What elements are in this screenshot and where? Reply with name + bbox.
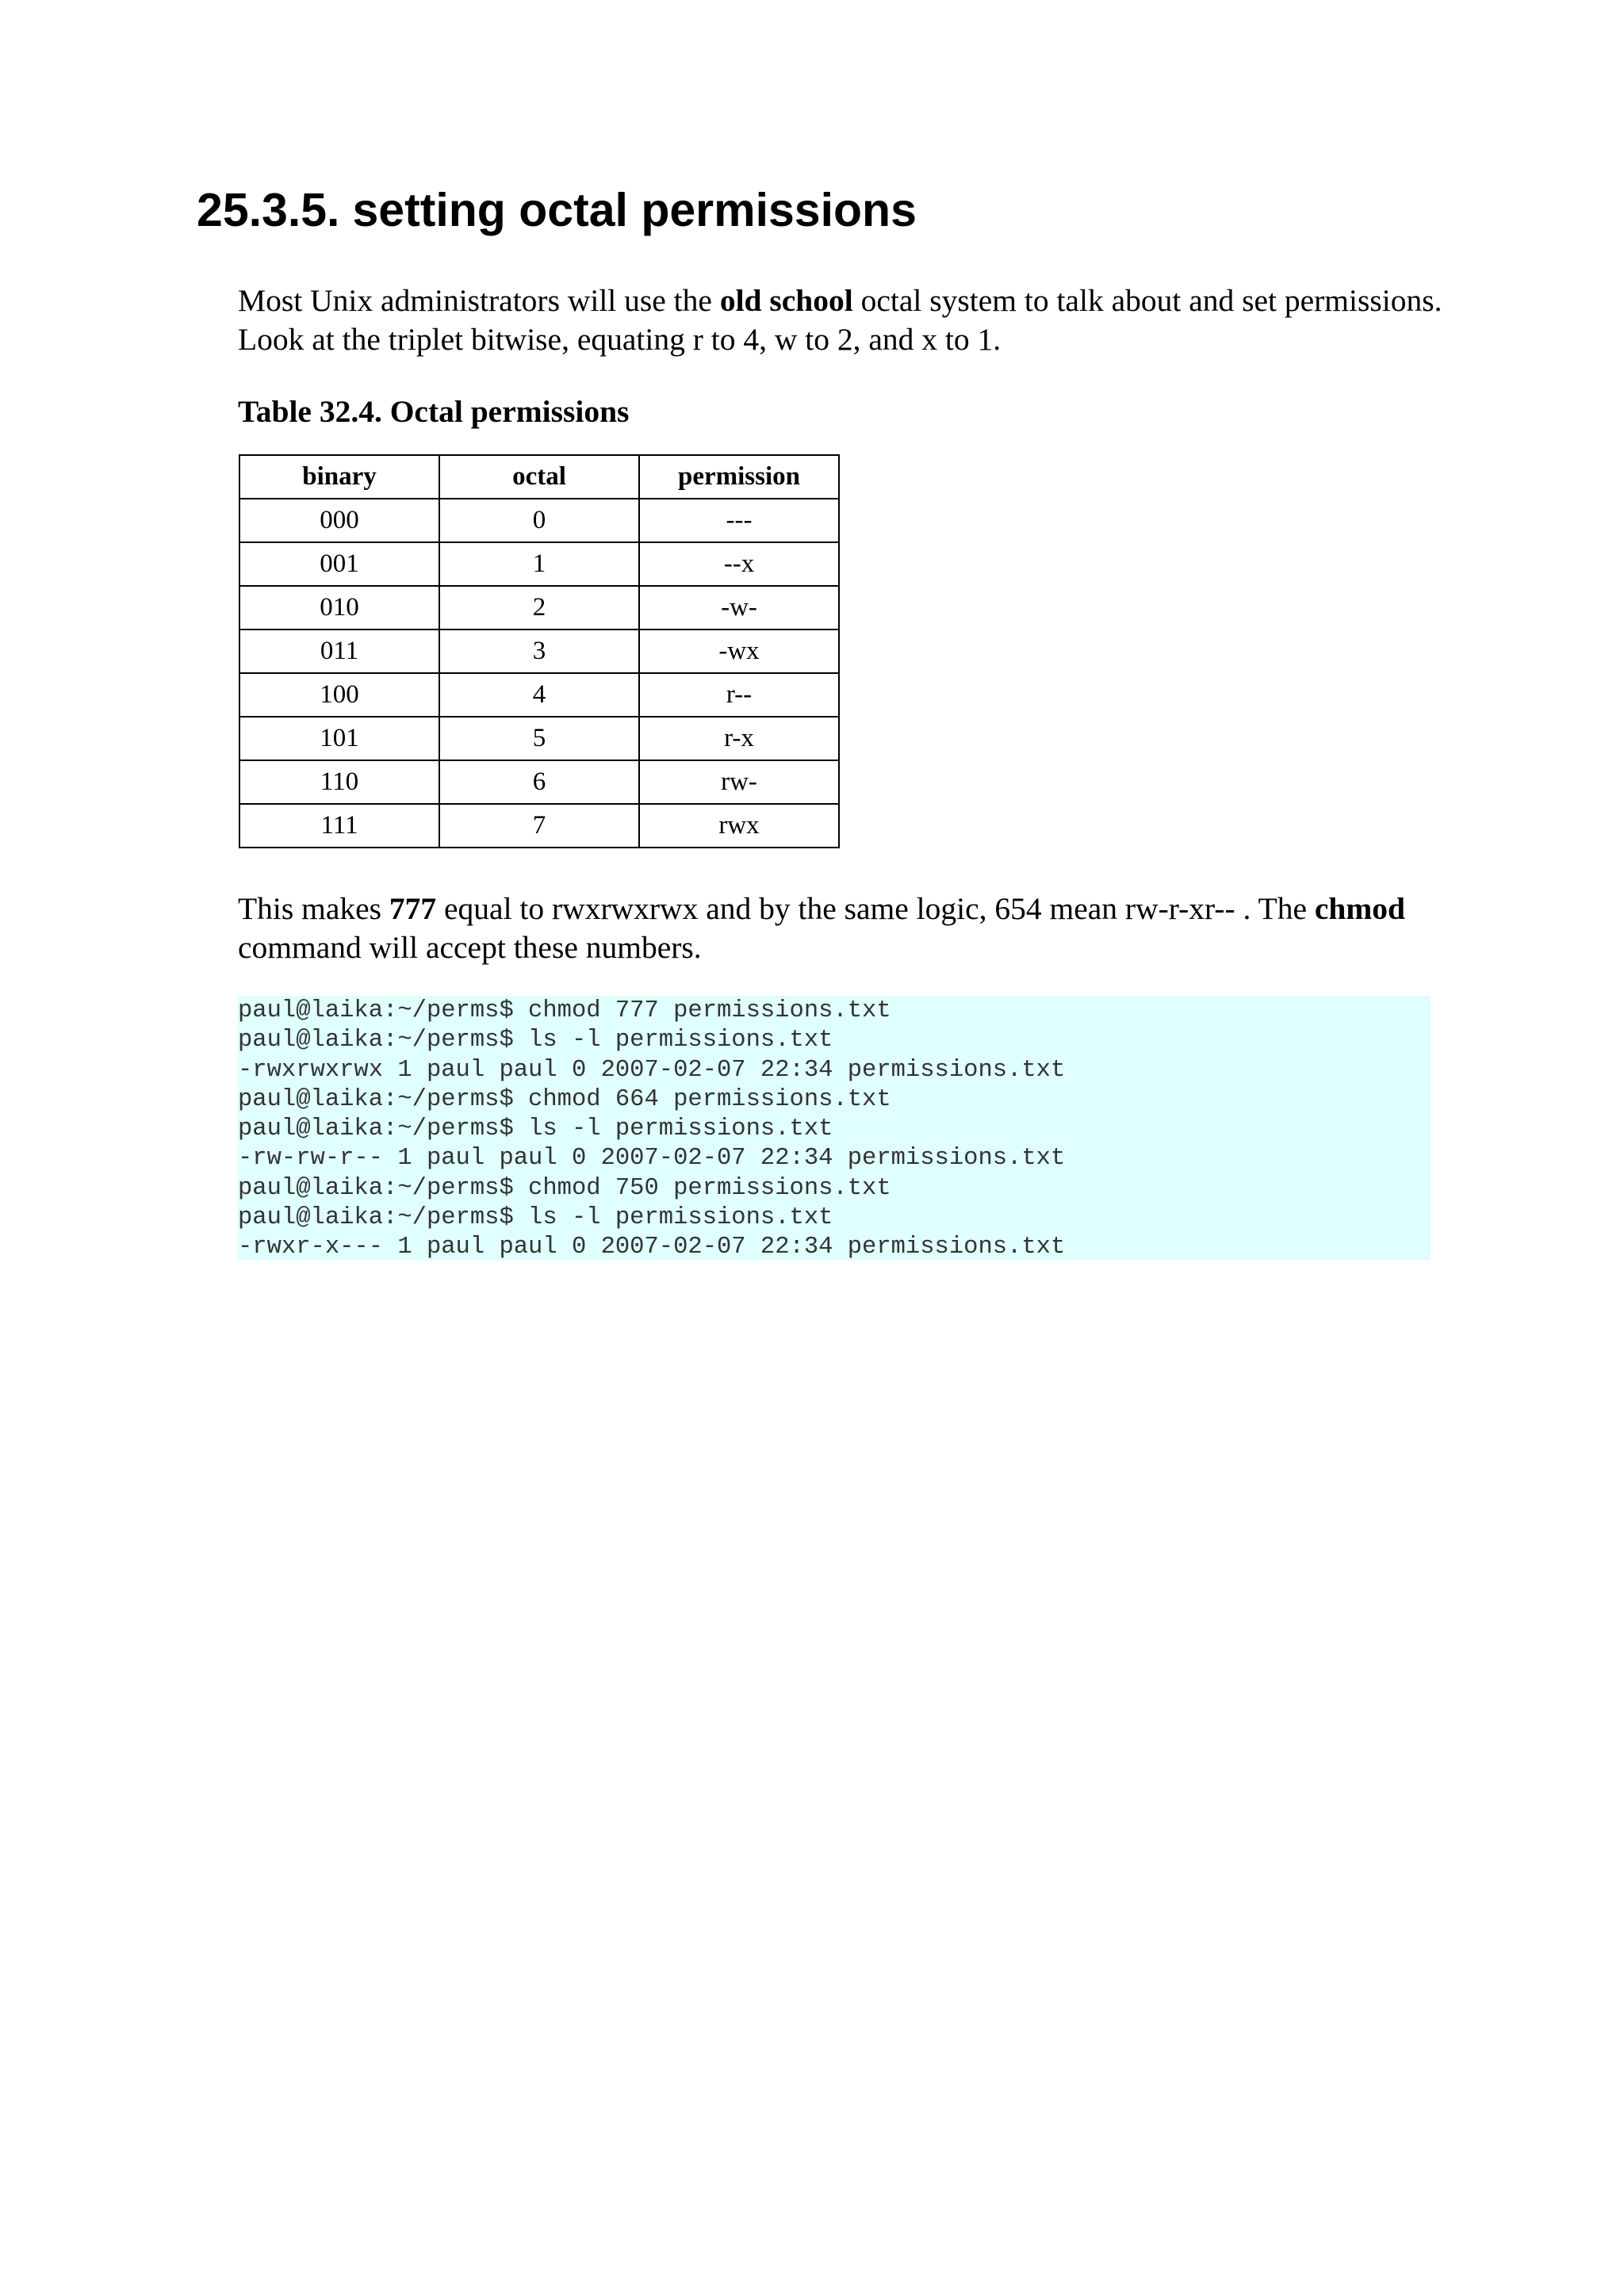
cell-octal: 1 xyxy=(439,542,639,586)
cell-permission: --- xyxy=(639,499,839,542)
cell-octal: 2 xyxy=(439,586,639,629)
cell-permission: -wx xyxy=(639,629,839,673)
cell-permission: r-- xyxy=(639,673,839,717)
cell-permission: -w- xyxy=(639,586,839,629)
cell-octal: 0 xyxy=(439,499,639,542)
table-header-row xyxy=(239,455,839,499)
code-line: paul@laika:~/perms$ ls -l permissions.txt xyxy=(238,1027,833,1054)
cell-permission: rw- xyxy=(639,760,839,804)
outro-text-1: This makes xyxy=(238,891,389,926)
table-row xyxy=(239,586,839,629)
section-title: setting octal permissions xyxy=(352,184,917,236)
code-line: paul@laika:~/perms$ chmod 664 permissions.txt xyxy=(238,1085,891,1113)
table-row xyxy=(239,542,839,586)
outro-paragraph xyxy=(238,890,1475,967)
cell-permission: rwx xyxy=(639,804,839,848)
octal-permissions-table xyxy=(239,454,840,848)
header-permission: permission xyxy=(639,455,839,499)
table-row xyxy=(239,804,839,848)
terminal-code-block xyxy=(238,996,1431,1261)
cell-binary: 111 xyxy=(239,804,439,848)
cell-octal: 7 xyxy=(439,804,639,848)
cell-binary: 011 xyxy=(239,629,439,673)
outro-text-3: command will accept these numbers. xyxy=(238,930,702,965)
cell-octal: 6 xyxy=(439,760,639,804)
cell-binary: 100 xyxy=(239,673,439,717)
code-line: paul@laika:~/perms$ chmod 777 permissions.txt xyxy=(238,997,891,1024)
cell-octal: 4 xyxy=(439,673,639,717)
outro-bold-chmod: chmod xyxy=(1314,891,1406,926)
cell-binary: 101 xyxy=(239,717,439,760)
code-line: paul@laika:~/perms$ ls -l permissions.txt xyxy=(238,1115,833,1143)
code-line: -rw-rw-r-- 1 paul paul 0 2007-02-07 22:34 permissions.txt xyxy=(238,1145,1066,1173)
cell-binary: 001 xyxy=(239,542,439,586)
code-line: -rwxr-x--- 1 paul paul 0 2007-02-07 22:34 permissions.txt xyxy=(238,1234,1066,1261)
cell-octal: 3 xyxy=(439,629,639,673)
intro-paragraph xyxy=(238,281,1475,359)
cell-binary: 010 xyxy=(239,586,439,629)
header-binary: binary xyxy=(239,455,439,499)
code-line: paul@laika:~/perms$ ls -l permissions.txt xyxy=(238,1204,833,1232)
table-row xyxy=(239,499,839,542)
section-number: 25.3.5. xyxy=(197,184,340,236)
cell-binary: 110 xyxy=(239,760,439,804)
outro-text-2: equal to rwxrwxrwx and by the same logic, 654 mean rw-r-xr-- . The xyxy=(436,891,1315,926)
intro-bold-text: old school xyxy=(719,283,853,318)
header-octal: octal xyxy=(439,455,639,499)
cell-octal: 5 xyxy=(439,717,639,760)
table-row xyxy=(239,629,839,673)
intro-text-2: octal system to talk about and set permissions. Look at the triplet bitwise, equating r to 4, w to 2, and x to 1. xyxy=(238,283,1442,357)
cell-permission: r-x xyxy=(639,717,839,760)
cell-binary: 000 xyxy=(239,499,439,542)
cell-permission: --x xyxy=(639,542,839,586)
code-line: -rwxrwxrwx 1 paul paul 0 2007-02-07 22:34 permissions.txt xyxy=(238,1056,1066,1084)
code-line: paul@laika:~/perms$ chmod 750 permissions.txt xyxy=(238,1174,891,1202)
table-caption: Table 32.4. Octal permissions xyxy=(238,394,630,429)
table-row xyxy=(239,673,839,717)
table-row xyxy=(239,717,839,760)
intro-text-1: Most Unix administrators will use the xyxy=(238,283,720,318)
outro-bold-777: 777 xyxy=(389,891,437,926)
table-row xyxy=(239,760,839,804)
section-heading xyxy=(197,184,917,238)
